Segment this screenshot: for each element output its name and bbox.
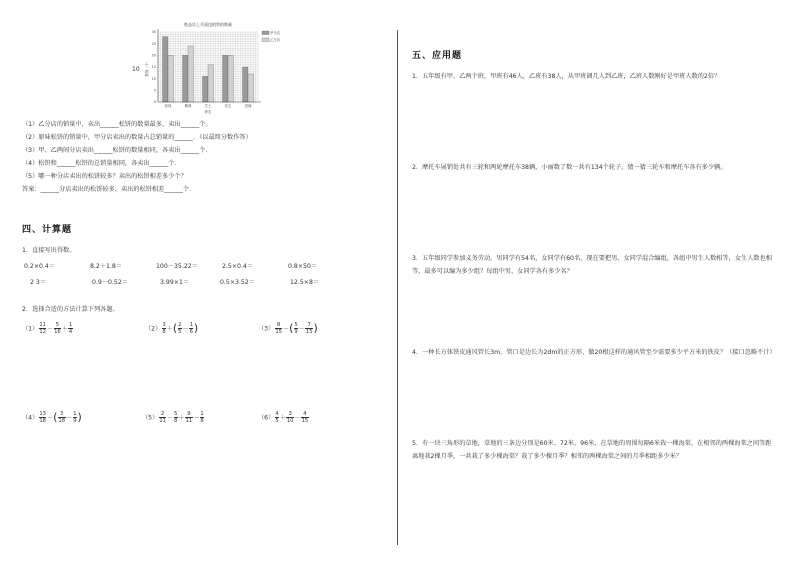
fraction: $\frac{11}{12}$ — [39, 322, 46, 335]
q2-label: 2．选择合适的方法计算下列各题。 — [22, 306, 119, 313]
fraction: $\frac{7}{15}$ — [305, 322, 313, 335]
y-tick-label: 5 — [153, 88, 156, 93]
chart-question-5: （5）哪一种分店卖出的松饼较多？卖出的松饼相差多少个？ — [22, 173, 187, 180]
chart-question-1: （1）乙分店的销量中，卖出______松饼的数量最多，卖出______个。 — [22, 121, 212, 128]
fraction: $\frac{3}{10}$ — [286, 411, 294, 424]
x-axis-label: 种类 — [204, 110, 212, 114]
calc-label: （6） — [258, 414, 275, 422]
y-tick-label: 25 — [151, 41, 156, 46]
y-tick-label: 20 — [151, 53, 156, 58]
fraction: $\frac{8}{15}$ — [275, 322, 282, 335]
calc-label: （2） — [145, 325, 162, 333]
chart-answer-line: 答案：______分店卖出的松饼较多，卖出的松饼相差______个． — [22, 186, 196, 193]
x-tick-label: 香辣 — [244, 104, 252, 108]
calc-label: （5） — [142, 414, 159, 422]
bar — [183, 55, 189, 102]
mental-item: 3.99×1＝ — [160, 279, 190, 286]
legend-swatch — [262, 38, 269, 42]
bar — [243, 67, 249, 102]
calc-label: （3） — [258, 325, 275, 333]
fraction: $\frac{3}{8}$ — [162, 322, 166, 335]
q1-label: 1．直接写出得数。 — [22, 247, 76, 254]
fraction: $\frac{5}{8}$ — [174, 411, 178, 424]
fraction: $\frac{9}{11}$ — [185, 411, 193, 424]
y-tick-label: 0 — [153, 100, 156, 105]
fraction: $\frac{5}{9}$ — [294, 322, 298, 335]
mental-item: 0.9－0.52＝ — [92, 279, 128, 286]
mental-item: 8.2＋1.8＝ — [90, 263, 123, 270]
chart-question-2: （2）原味松饼的销量中，甲分店卖出的数量占总销量的______．（以最简分数作答） — [22, 134, 252, 141]
mental-item: 2 3＝ — [30, 279, 47, 286]
fraction: $\frac{2}{11}$ — [159, 411, 166, 424]
chart-question-4: （4）松饼和______松饼的总销量相同，各卖出______个． — [22, 160, 181, 167]
fraction: $\frac{2}{5}$ — [178, 322, 182, 335]
column-divider — [397, 30, 398, 545]
fraction: $\frac{3}{18}$ — [58, 411, 66, 424]
side-mark: 10 — [132, 66, 140, 73]
bar — [163, 37, 169, 102]
x-tick-label: 芝士 — [204, 104, 212, 108]
fraction: $\frac{1}{8}$ — [200, 411, 204, 424]
application-problem-2: 2．摩托车展销处共有三轮和两轮摩托车38辆，小丽数了数一共有134个轮子，猜一猜三轮车和摩托车各有多少辆。 — [412, 164, 727, 171]
calc-expression-4: （4） $\frac{13}{18}$ －( $\frac{3}{18}$ － $\frac{1}{9}$ ) — [22, 410, 82, 424]
mental-item: 100－35.22＝ — [156, 263, 198, 270]
application-problem-3: 3．五年级同学参加义务劳动，男同学有54名，女同学有60名，现在要把男、女同学混合编组，各组中男生人数相等，女生人数也相等，最多可以编为多少组？每组中男、女同学各有多少名？ — [412, 255, 772, 275]
section-title-calc: 四、计算题 — [22, 225, 73, 235]
legend-swatch — [262, 31, 269, 35]
bar — [188, 46, 194, 102]
bar-chart — [140, 18, 280, 118]
bar — [228, 55, 234, 102]
fraction: $\frac{4}{15}$ — [301, 411, 309, 424]
calc-expression-3: （3） $\frac{8}{15}$ －( $\frac{5}{9}$ － $\frac{7}{15}$ ) — [258, 321, 318, 335]
section-title-application: 五、应用题 — [412, 51, 463, 61]
bar-chart-svg — [140, 18, 280, 118]
fraction: $\frac{1}{9}$ — [73, 411, 77, 424]
mental-item: 0.5×3.52＝ — [220, 279, 255, 286]
y-tick-label: 10 — [151, 76, 156, 81]
x-tick-label: 原味 — [164, 104, 172, 108]
chart-title: 胜品店上月面包销售的数量 — [184, 22, 232, 27]
mental-item: 0.8×50＝ — [288, 263, 318, 270]
legend-label: 乙分店 — [270, 38, 280, 42]
chart-question-3: （3）甲、乙两间分店卖出______松饼的数量相同，各卖出______个． — [22, 147, 212, 154]
legend-label: 甲分店 — [270, 31, 280, 35]
fraction: $\frac{1}{6}$ — [189, 322, 193, 335]
bar — [248, 74, 254, 102]
bar — [223, 55, 229, 102]
application-problem-4: 4．一种长方体铁皮通风管长3m，管口是边长为2dm的正方形，做20根这样的通风管至少需要多少平方米的铁皮？（接口忽略不计） — [412, 349, 776, 356]
x-tick-label: 花生 — [224, 104, 232, 108]
mental-item: 0.2×0.4＝ — [24, 263, 56, 270]
y-tick-label: 15 — [151, 65, 156, 70]
bar — [168, 55, 174, 102]
calc-expression-1: （1） $\frac{11}{12}$ － $\frac{5}{16}$ ＋ $\frac{1}{4}$ — [22, 322, 73, 335]
fraction: $\frac{1}{4}$ — [68, 322, 73, 335]
calc-label: （1） — [22, 325, 39, 333]
calc-expression-5: （5） $\frac{2}{11}$ － $\frac{5}{8}$ ＋ $\frac{9}{11}$ － $\frac{1}{8}$ — [142, 411, 204, 424]
bar — [208, 65, 214, 102]
fraction: $\frac{13}{18}$ — [39, 411, 46, 424]
bar — [203, 76, 209, 102]
mental-item: 12.5×8＝ — [290, 279, 320, 286]
application-problem-5: 5．有一块三角形的草地，草地的三条边分别是60米、72米、96米，在草地的周围每隔6米栽一棵海棠，在相邻的两棵海棠之间等距离地栽2棵月季，一共栽了多少棵海棠？栽了多少棵月季？相邻的两棵海棠之间的月季相距多少米？ — [412, 440, 772, 460]
y-tick-label: 30 — [151, 30, 156, 35]
application-problem-1: 1．五年级有甲、乙两个班，甲班有46人，乙班有38人，从甲班调几人到乙班，乙班人数刚好是甲班人数的2倍？ — [412, 73, 721, 80]
calc-label: （4） — [22, 414, 39, 422]
fraction: $\frac{5}{16}$ — [54, 322, 61, 335]
x-tick-label: 椰蓉 — [184, 104, 192, 108]
calc-expression-6: （6） $\frac{4}{5}$ ＋ $\frac{3}{10}$ － $\frac{4}{15}$ — [258, 411, 309, 424]
calc-expression-2: （2） $\frac{3}{8}$ ＋( $\frac{2}{5}$ － $\frac{1}{6}$ ) — [145, 321, 199, 335]
y-axis-label: 数量（个） — [145, 59, 149, 77]
fraction: $\frac{4}{5}$ — [275, 411, 279, 424]
mental-item: 2.5×0.4＝ — [222, 263, 254, 270]
